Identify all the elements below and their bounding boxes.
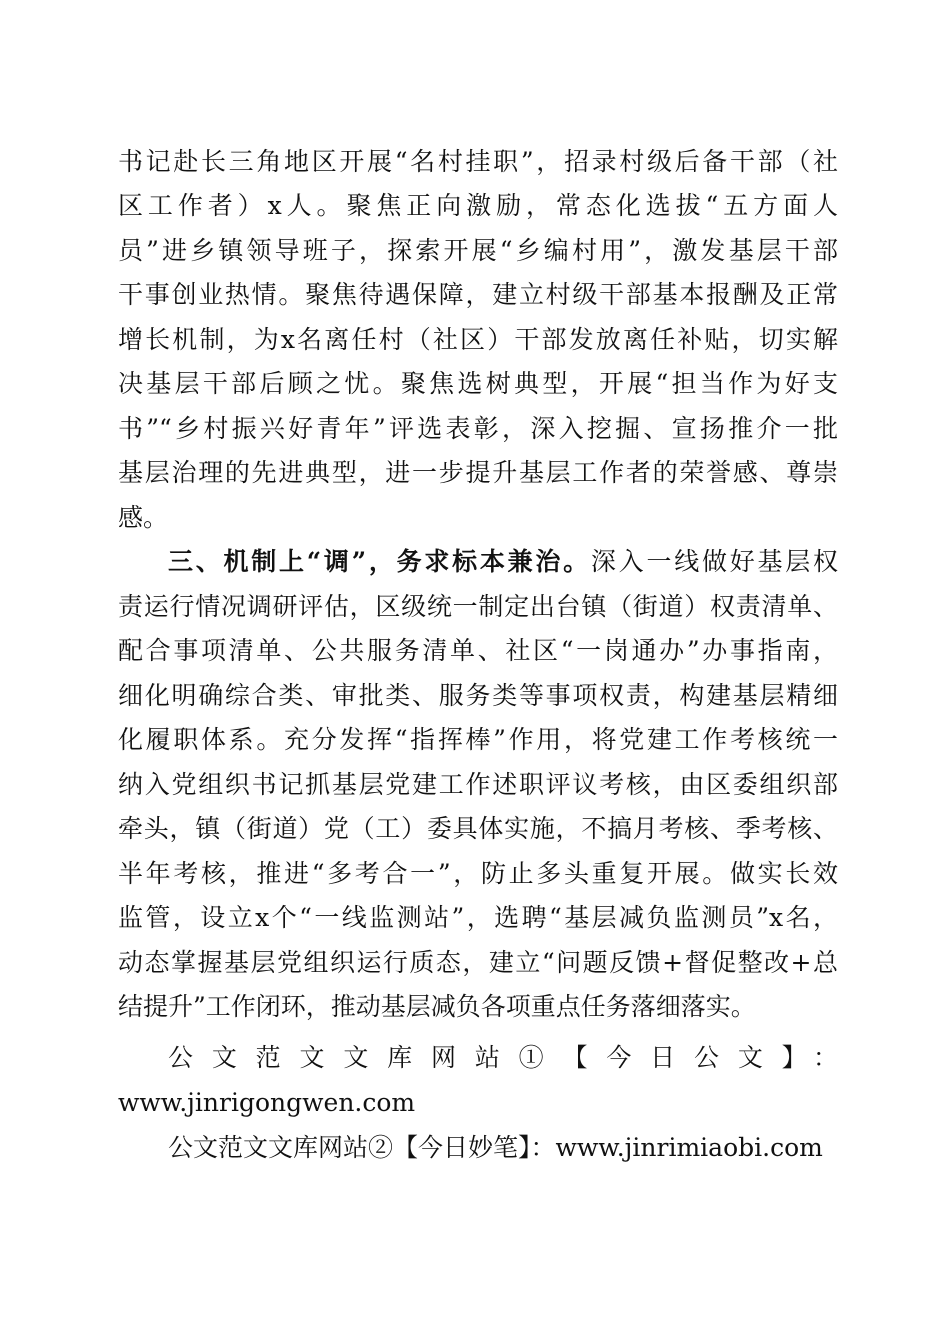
paragraph-line: 结提升”工作闭环，推动基层减负各项重点任务落细落实。 bbox=[118, 992, 756, 1021]
paragraph-line: 配合事项清单、公共服务清单、社区“一岗通办”办事指南， bbox=[118, 636, 838, 665]
paragraph-line: 责运行情况调研评估，区级统一制定出台镇（街道）权责清单、 bbox=[118, 592, 838, 621]
paragraph-line: 基层治理的先进典型，进一步提升基层工作者的荣誉感、尊崇 bbox=[118, 458, 838, 487]
paragraph-line: 员”进乡镇领导班子，探索开展“乡编村用”，激发基层干部 bbox=[118, 236, 838, 265]
paragraph-line: 书”“乡村振兴好青年”评选表彰，深入挖掘、宣扬推介一批 bbox=[118, 414, 838, 443]
paragraph-line: 半年考核，推进“多考合一”，防止多头重复开展。做实长效 bbox=[118, 859, 838, 888]
footer-site-2[interactable]: 公文范文文库网站②【今日妙笔】：www.jinrimiaobi.com bbox=[168, 1133, 823, 1162]
paragraph-line: 监管，设立x个“一线监测站”，选聘“基层减负监测员”x名， bbox=[118, 903, 838, 932]
paragraph-line: 牵头，镇（街道）党（工）委具体实施，不搞月考核、季考核、 bbox=[118, 814, 838, 843]
paragraph-line: 化履职体系。充分发挥“指挥棒”作用，将党建工作考核统一 bbox=[118, 725, 838, 754]
paragraph-text: 深入一线做好基层权 bbox=[590, 547, 838, 576]
paragraph-line: 区工作者）x人。聚焦正向激励，常态化选拔“五方面人 bbox=[118, 191, 838, 220]
paragraph-line: 书记赴长三角地区开展“名村挂职”，招录村级后备干部（社 bbox=[118, 147, 838, 176]
footer-site-1-url[interactable]: www.jinrigongwen.com bbox=[118, 1088, 416, 1117]
paragraph-line: 动态掌握基层党组织运行质态，建立“问题反馈+督促整改+总 bbox=[118, 948, 838, 977]
paragraph-line: 纳入党组织书记抓基层党建工作述职评议考核，由区委组织部 bbox=[118, 770, 838, 799]
footer-site-1-label: 公文范文文库网站①【今日公文】： bbox=[168, 1043, 838, 1072]
paragraph-line: 决基层干部后顾之忧。聚焦选树典型，开展“担当作为好支 bbox=[118, 369, 838, 398]
paragraph-line: 感。 bbox=[118, 503, 169, 532]
section-heading: 三、机制上“调”，务求标本兼治。 bbox=[168, 547, 591, 576]
paragraph-line: 干事创业热情。聚焦待遇保障，建立村级干部基本报酬及正常 bbox=[118, 280, 838, 309]
section-heading-line bbox=[168, 540, 838, 584]
paragraph-line: 增长机制，为x名离任村（社区）干部发放离任补贴，切实解 bbox=[118, 325, 838, 354]
paragraph-line: 细化明确综合类、审批类、服务类等事项权责，构建基层精细 bbox=[118, 681, 838, 710]
